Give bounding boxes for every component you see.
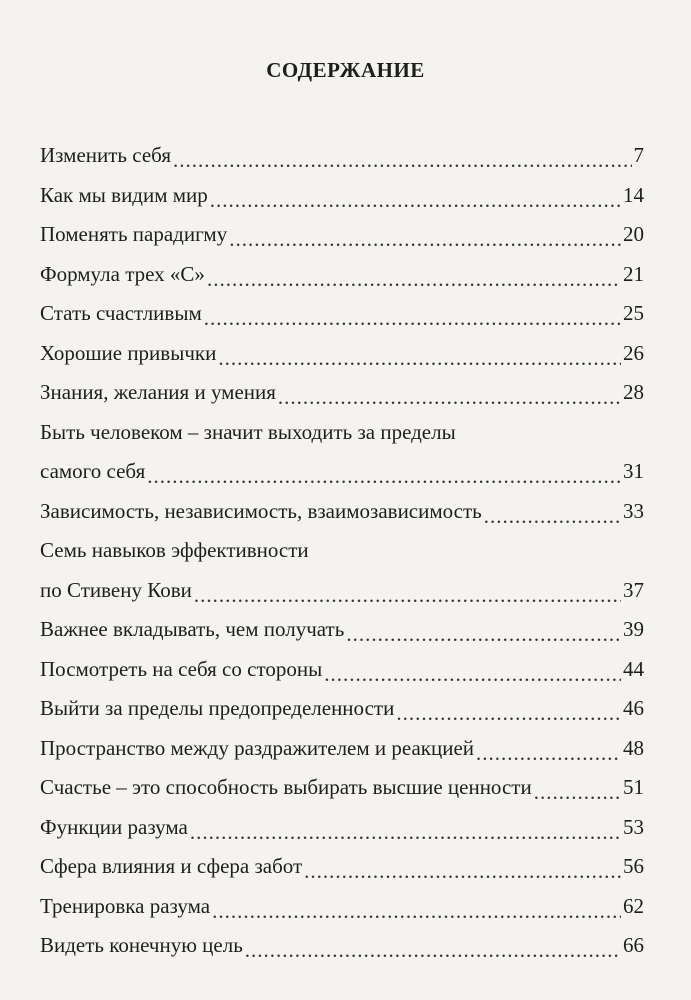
toc-page-number: 21 (623, 261, 644, 286)
dot-leader (346, 622, 621, 647)
toc-page-number: 28 (623, 380, 644, 405)
dot-leader (324, 662, 621, 687)
toc-entry-title: Функции разума (40, 814, 188, 839)
toc-entry-title: Пространство между раздражителем и реакцией (40, 735, 475, 760)
toc-entry-line (40, 650, 644, 690)
dot-leader (147, 464, 621, 489)
toc-entry[interactable] (40, 334, 644, 374)
toc-page-number: 14 (623, 182, 644, 207)
dot-leader (534, 780, 621, 805)
toc-entry-title: Как мы видим мир (40, 182, 208, 207)
toc-entry-title: Семь навыков эффективности (40, 538, 309, 563)
toc-page-number: 39 (623, 617, 644, 642)
toc-page-number: 7 (633, 143, 644, 168)
toc-entry-title: Сфера влияния и сфера забот (40, 854, 303, 879)
toc-entry-title: Поменять парадигму (40, 222, 228, 247)
toc-page-number: 25 (623, 301, 644, 326)
toc-entry[interactable] (40, 729, 644, 769)
table-of-contents (40, 136, 644, 966)
dot-leader (210, 188, 621, 213)
dot-leader (173, 148, 632, 173)
toc-entry-title: Зависимость, независимость, взаимозависимость (40, 498, 482, 523)
dot-leader (229, 227, 621, 252)
toc-entry-line (40, 531, 644, 571)
toc-entry[interactable] (40, 926, 644, 966)
dot-leader (218, 346, 621, 371)
toc-entry-title: Знания, желания и умения (40, 380, 276, 405)
toc-entry-line (40, 887, 644, 927)
toc-entry[interactable] (40, 610, 644, 650)
toc-page-number: 44 (623, 656, 644, 681)
toc-entry-line (40, 847, 644, 887)
dot-leader (396, 701, 621, 726)
toc-entry[interactable] (40, 847, 644, 887)
toc-entry[interactable] (40, 255, 644, 295)
toc-page-number: 20 (623, 222, 644, 247)
toc-entry-title: Важнее вкладывать, чем получать (40, 617, 345, 642)
toc-entry-title: Быть человеком – значит выходить за пределы (40, 419, 456, 444)
toc-entry-title: Счастье – это способность выбирать высшие ценности (40, 775, 532, 800)
toc-entry[interactable] (40, 294, 644, 334)
toc-entry-line (40, 768, 644, 808)
dot-leader (212, 899, 621, 924)
toc-page-number: 62 (623, 893, 644, 918)
dot-leader (304, 859, 621, 884)
toc-page-number: 26 (623, 340, 644, 365)
toc-entry[interactable] (40, 413, 644, 492)
toc-entry-title: Выйти за пределы предопределенности (40, 696, 395, 721)
toc-entry[interactable] (40, 373, 644, 413)
toc-entry-line (40, 926, 644, 966)
toc-page-number: 37 (623, 577, 644, 602)
toc-entry[interactable] (40, 768, 644, 808)
toc-entry-line (40, 729, 644, 769)
toc-page-number: 53 (623, 814, 644, 839)
toc-entry-title: Формула трех «С» (40, 261, 205, 286)
dot-leader (190, 820, 621, 845)
toc-entry[interactable] (40, 492, 644, 532)
toc-page-number: 66 (623, 933, 644, 958)
toc-page-number: 51 (623, 775, 644, 800)
toc-entry-line (40, 571, 644, 611)
toc-entry-line (40, 492, 644, 532)
toc-entry[interactable] (40, 531, 644, 610)
toc-page-number: 46 (623, 696, 644, 721)
toc-page-number: 48 (623, 735, 644, 760)
toc-entry-title: самого себя (40, 459, 146, 484)
toc-entry-line (40, 176, 644, 216)
toc-entry[interactable] (40, 808, 644, 848)
dot-leader (278, 385, 621, 410)
dot-leader (484, 504, 621, 529)
toc-entry-line (40, 294, 644, 334)
dot-leader (207, 267, 621, 292)
dot-leader (245, 938, 621, 963)
toc-entry[interactable] (40, 215, 644, 255)
toc-entry[interactable] (40, 176, 644, 216)
toc-entry-line (40, 452, 644, 492)
toc-entry-title: Тренировка разума (40, 893, 211, 918)
toc-entry-line (40, 808, 644, 848)
toc-page-number: 56 (623, 854, 644, 879)
toc-entry[interactable] (40, 887, 644, 927)
toc-entry-title: Изменить себя (40, 143, 171, 168)
toc-entry-title: Видеть конечную цель (40, 933, 243, 958)
toc-entry-line (40, 373, 644, 413)
toc-entry-title: Хорошие привычки (40, 340, 217, 365)
toc-page-number: 33 (623, 498, 644, 523)
toc-entry-line (40, 215, 644, 255)
toc-entry-line (40, 413, 644, 453)
toc-entry[interactable] (40, 689, 644, 729)
toc-entry-title: по Стивену Кови (40, 577, 192, 602)
dot-leader (204, 306, 621, 331)
toc-entry-title: Посмотреть на себя со стороны (40, 656, 323, 681)
dot-leader (194, 583, 621, 608)
toc-entry-line (40, 334, 644, 374)
toc-page-number: 31 (623, 459, 644, 484)
page-title: СОДЕРЖАНИЕ (266, 58, 425, 82)
toc-entry[interactable] (40, 650, 644, 690)
toc-entry-line (40, 255, 644, 295)
toc-entry-line (40, 136, 644, 176)
toc-entry-title: Стать счастливым (40, 301, 202, 326)
dot-leader (476, 741, 621, 766)
toc-entry-line (40, 610, 644, 650)
toc-entry[interactable] (40, 136, 644, 176)
toc-entry-line (40, 689, 644, 729)
